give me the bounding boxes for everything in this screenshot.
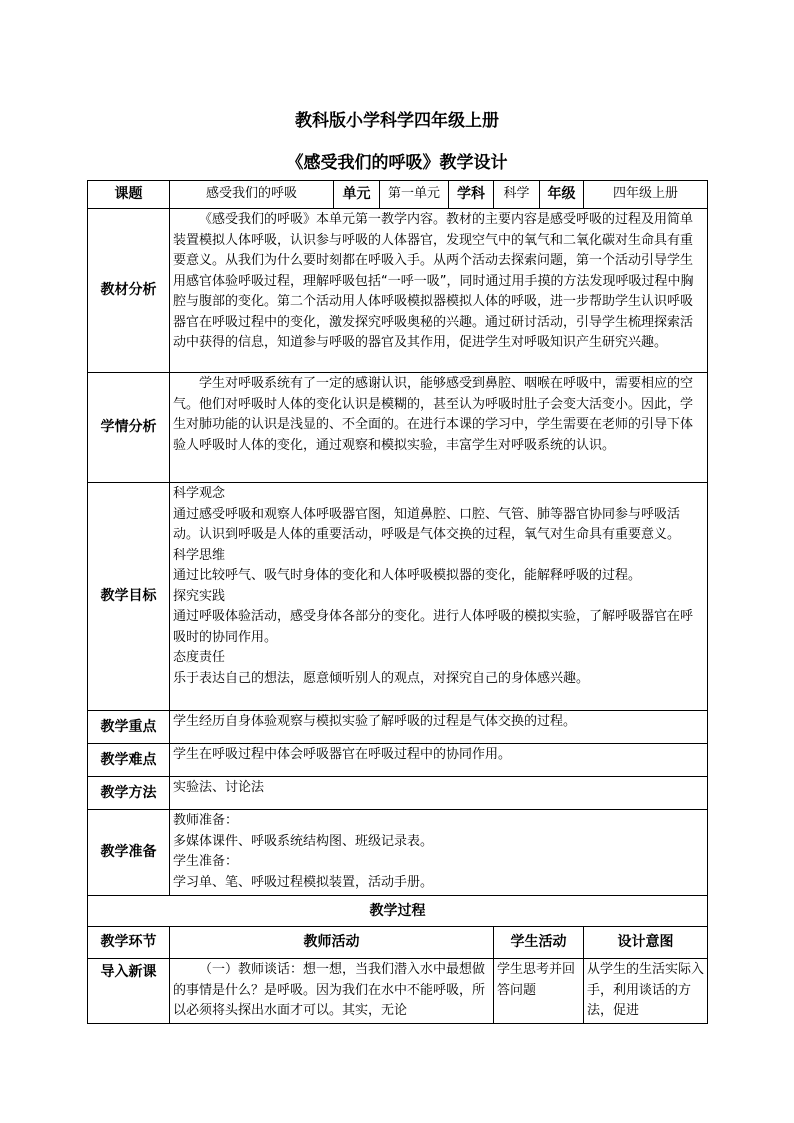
process-heading: 教学过程 [88, 896, 708, 927]
lesson-plan-table [87, 180, 708, 1024]
unit-label: 单元 [334, 181, 380, 209]
method-label: 教学方法 [88, 777, 170, 810]
subject-label: 学科 [449, 181, 494, 209]
objectives-row [88, 483, 708, 711]
column-header-intent: 设计意图 [584, 927, 708, 959]
objective-text-attitude: 乐于表达自己的想法，愿意倾听别人的观点，对探究自己的身体感兴趣。 [173, 670, 590, 686]
unit-value: 第一单元 [380, 181, 449, 209]
material-analysis-row [88, 209, 708, 373]
key-point-row [88, 711, 708, 744]
preparation-row [88, 810, 708, 896]
material-analysis-label: 教材分析 [88, 209, 170, 373]
teacher-prep-text: 多媒体课件、呼吸系统结构图、班级记录表。 [173, 833, 434, 849]
teacher-prep-heading: 教师准备： [173, 813, 239, 828]
process-design-intent: 从学生的生活实际入手，利用谈话的方法，促进 [584, 959, 708, 1024]
preparation-content [170, 810, 708, 896]
objective-heading-thinking: 科学思维 [173, 547, 226, 563]
method-row [88, 777, 708, 810]
objective-text-thinking: 通过比较呼气、吸气时身体的变化和人体呼吸模拟器的变化，能解释呼吸的过程。 [173, 568, 642, 583]
process-heading-row [88, 896, 708, 927]
objective-heading-practice: 探究实践 [173, 588, 226, 604]
student-analysis-label: 学情分析 [88, 373, 170, 483]
document-subtitle: 《感受我们的呼吸》教学设计 [286, 153, 508, 173]
objectives-content [170, 483, 708, 711]
process-teacher-activity: （一）教师谈话：想一想，当我们潜入水中最想做的事情是什么？是呼吸。因为我们在水中不能呼吸，所以必须将头探出水面才可以。其实，无论 [170, 959, 494, 1024]
material-analysis-text: 《感受我们的呼吸》本单元第一教学内容。教材的主要内容是感受呼吸的过程及用简单装置模拟人体呼吸，认识参与呼吸的人体器官，发现空气中的氧气和二氧化碳对生命具有重要意义。从我们为什么要时刻都在呼吸入手。从两个活动去探索问题，第一个活动引导学生用感官体验呼吸过程，理解呼吸包括“一呼一吸”，同时通过用手摸的方法发现呼吸过程中胸腔与腹部的变化。第二个活动用人体呼吸模拟器模拟人体的呼吸，进一步帮助学生认识呼吸器官在呼吸过程中的变化，激发探究呼吸奥秘的兴趣。通过研讨活动，引导学生梳理探索活动中获得的信息，知道参与呼吸的器官及其作用，促进学生对呼吸知识产生研究兴趣。 [170, 209, 708, 373]
header-row [88, 181, 708, 209]
objective-heading-attitude: 态度责任 [173, 650, 226, 665]
column-header-stage: 教学环节 [88, 927, 170, 959]
objective-text-practice: 通过呼吸体验活动，感受身体各部分的变化。进行人体呼吸的模拟实验，了解呼吸器官在呼吸时的协同作用。 [173, 609, 694, 645]
grade-value: 四年级上册 [584, 181, 708, 209]
objective-text-concept: 通过感受呼吸和观察人体呼吸器官图，知道鼻腔、口腔、气管、肺等器官协同参与呼吸活动。认识到呼吸是人体的重要活动，呼吸是气体交换的过程，氧气对生命具有重要意义。 [173, 506, 681, 542]
student-analysis-text: 学生对呼吸系统有了一定的感谢认识，能够感受到鼻腔、咽喉在呼吸中，需要相应的空气。他们对呼吸时人体的变化认识是模糊的，甚至认为呼吸时肚子会变大活变小。因此，学生对肺功能的认识是浅显的、不全面的。在进行本课的学习中，学生需要在老师的引导下体验人呼吸时人体的变化，通过观察和模拟实验，丰富学生对呼吸系统的认识。 [170, 373, 708, 483]
document-title: 教科版小学科学四年级上册 [295, 111, 499, 131]
student-prep-text: 学习单、笔、呼吸过程模拟装置，活动手册。 [173, 874, 434, 890]
subject-value: 科学 [494, 181, 540, 209]
topic-label: 课题 [88, 181, 170, 209]
objectives-label: 教学目标 [88, 483, 170, 711]
student-analysis-row [88, 373, 708, 483]
process-student-activity: 学生思考并回答问题 [494, 959, 584, 1024]
topic-value: 感受我们的呼吸 [170, 181, 334, 209]
column-header-student: 学生活动 [494, 927, 584, 959]
process-column-header-row [88, 927, 708, 959]
difficulty-text: 学生在呼吸过程中体会呼吸器官在呼吸过程中的协同作用。 [170, 744, 708, 777]
process-stage: 导入新课 [88, 959, 170, 1024]
method-text: 实验法、讨论法 [170, 777, 708, 810]
process-row [88, 959, 708, 1024]
difficulty-row [88, 744, 708, 777]
key-point-label: 教学重点 [88, 711, 170, 744]
key-point-text: 学生经历自身体验观察与模拟实验了解呼吸的过程是气体交换的过程。 [170, 711, 708, 744]
column-header-teacher: 教师活动 [170, 927, 494, 959]
difficulty-label: 教学难点 [88, 744, 170, 777]
grade-label: 年级 [540, 181, 584, 209]
student-prep-heading: 学生准备： [173, 854, 239, 869]
preparation-label: 教学准备 [88, 810, 170, 896]
objective-heading-concept: 科学观念 [173, 486, 226, 501]
